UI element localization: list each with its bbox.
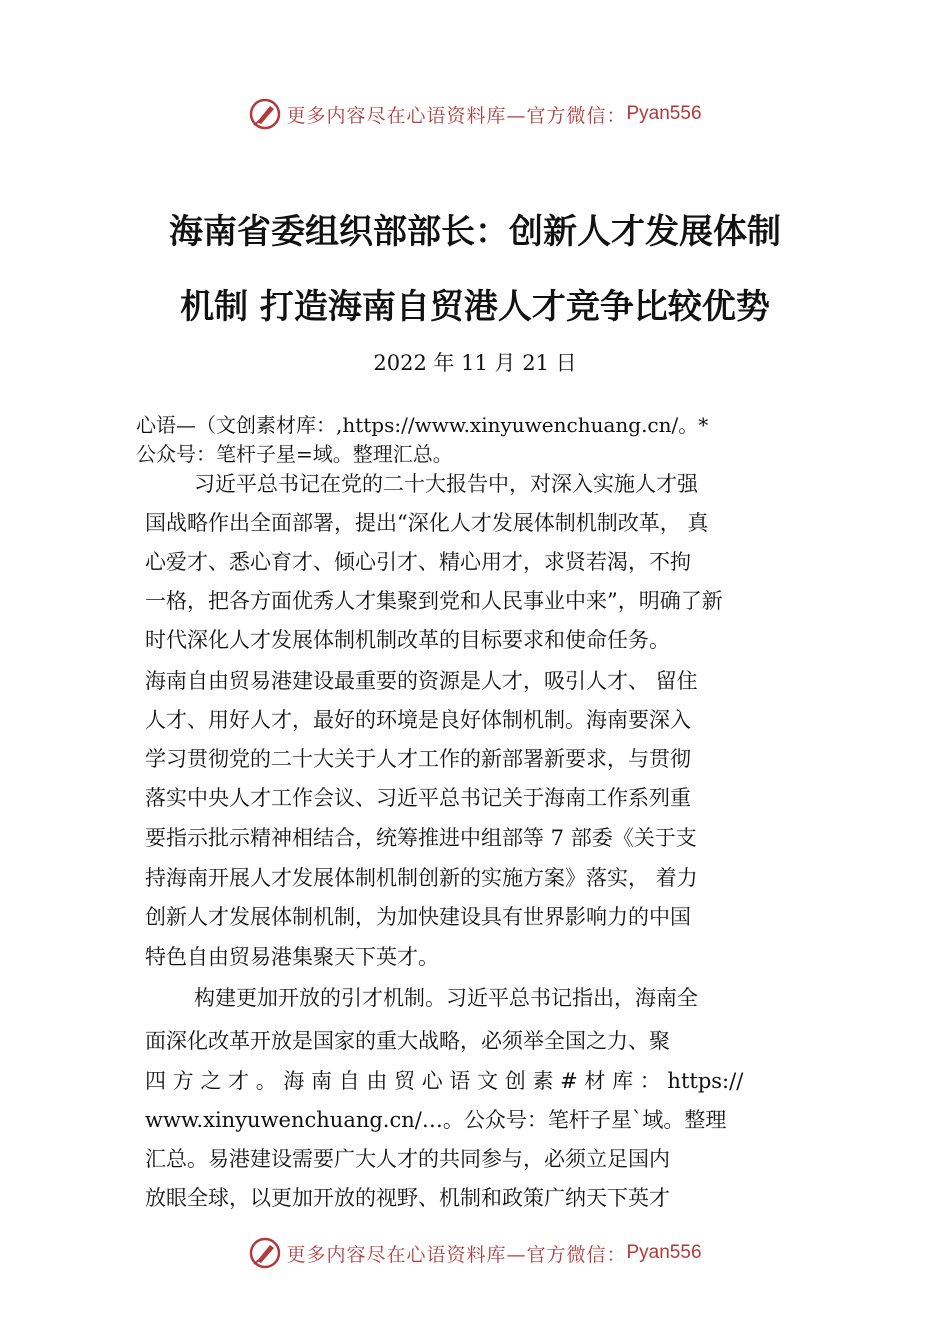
paragraph-1-line: 学习贯彻党的二十大关于人才工作的新部署新要求，与贯彻 [145,747,691,771]
paragraph-1-line: 要指示批示精神相结合，统筹推进中组部等 7 部委《关于支 [145,826,697,850]
document-title-line-2: 机制 打造海南自贸港人才竞争比较优势 [180,287,770,327]
watermark-banner-top [0,94,950,134]
watermark-wechat-id: Pyan556 [626,103,702,124]
pen-nib-seal-icon [248,97,282,131]
paragraph-1-line: 特色自由贸易港集聚天下英才。 [145,945,439,969]
paragraph-1-line: 落实中央人才工作会议、习近平总书记关于海南工作系列重 [145,786,691,810]
paragraph-2-line: 四 方 之 才 。 海 南 自 由 贸 心 语 文 创 素 # 材 库 ： https:// [145,1069,744,1093]
document-date: 2022 年 11 月 21 日 [373,351,577,375]
paragraph-2-line: 构建更加开放的引才机制。习近平总书记指出，海南全 [194,986,698,1010]
paragraph-2-line: 放眼全球，以更加开放的视野、机制和政策广纳天下英才 [145,1186,670,1210]
paragraph-1-line: 习近平总书记在党的二十大报告中，对深入实施人才强 [194,472,698,496]
paragraph-1-line: 时代深化人才发展体制机制改革的目标要求和使命任务。 [145,628,670,652]
watermark-text: 更多内容尽在心语资料库—官方微信： [286,1243,627,1266]
document-title-line-1: 海南省委组织部部长：创新人才发展体制 [169,212,781,252]
watermark-wechat-id: Pyan556 [626,1242,702,1263]
paragraph-1-line: 国战略作出全面部署，提出“深化人才发展体制机制改革， 真 [145,511,709,535]
paragraph-1-line: 海南自由贸易港建设最重要的资源是人才，吸引人才、 留住 [145,669,698,693]
watermark-banner-bottom [0,1233,950,1273]
watermark-text: 更多内容尽在心语资料库—官方微信： [286,104,627,127]
source-line: 公众号：笔杆子星=域。整理汇总。 [136,442,453,466]
paragraph-1-line: 人才、用好人才，最好的环境是良好体制机制。海南要深入 [145,708,691,732]
paragraph-2-line: www.xinyuwenchuang.cn/…。公众号：笔杆子星`域。整理 [145,1108,727,1132]
paragraph-1-line: 持海南开展人才发展体制机制创新的实施方案》落实， 着力 [145,866,698,890]
paragraph-2-line: 汇总。易港建设需要广大人才的共同参与，必须立足国内 [145,1147,670,1171]
paragraph-1-line: 创新人才发展体制机制，为加快建设具有世界影响力的中国 [145,905,691,929]
paragraph-1-line: 心爱才、悉心育才、倾心引才、精心用才，求贤若渴，不拘 [145,550,691,574]
paragraph-1-line: 一格，把各方面优秀人才集聚到党和人民事业中来”，明确了新 [145,589,723,613]
source-line: 心语—（文创素材库：,https://www.xinyuwenchuang.cn/。* [136,413,709,437]
pen-nib-seal-icon [248,1236,282,1270]
paragraph-2-line: 面深化改革开放是国家的重大战略，必须举全国之力、聚 [145,1029,670,1053]
